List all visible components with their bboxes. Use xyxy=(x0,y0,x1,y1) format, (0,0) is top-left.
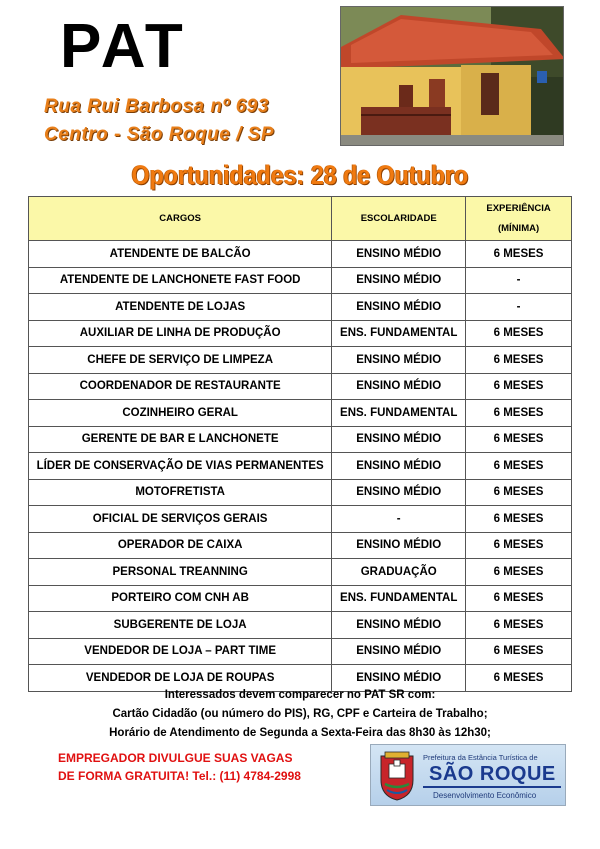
job-title-cell: VENDEDOR DE LOJA DE ROUPAS xyxy=(29,665,332,692)
job-title-cell: ATENDENTE DE BALCÃO xyxy=(29,241,332,268)
table-row xyxy=(29,532,572,559)
table-row xyxy=(29,400,572,427)
job-title-cell: VENDEDOR DE LOJA – PART TIME xyxy=(29,638,332,665)
job-title-cell: PERSONAL TREANNING xyxy=(29,559,332,586)
education-cell: ENSINO MÉDIO xyxy=(332,638,466,665)
building-photo xyxy=(340,6,564,146)
experience-cell: 6 MESES xyxy=(466,400,572,427)
table-header-row xyxy=(29,197,572,241)
logo-divider xyxy=(423,786,561,788)
experience-cell: 6 MESES xyxy=(466,347,572,374)
header-experiencia-line2: (MÍNIMA) xyxy=(497,222,540,234)
table-row xyxy=(29,347,572,374)
experience-cell: 6 MESES xyxy=(466,638,572,665)
education-cell: ENSINO MÉDIO xyxy=(332,453,466,480)
education-cell: ENSINO MÉDIO xyxy=(332,373,466,400)
experience-cell: - xyxy=(466,267,572,294)
footer-documents: Cartão Cidadão (ou número do PIS), RG, CPF e Carteira de Trabalho; xyxy=(112,708,488,720)
job-title-cell: ATENDENTE DE LANCHONETE FAST FOOD xyxy=(29,267,332,294)
experience-cell: 6 MESES xyxy=(466,320,572,347)
footer-hours: Horário de Atendimento de Segunda a Sexta-Feira das 8h30 às 12h30; xyxy=(109,727,491,739)
table-row xyxy=(29,479,572,506)
pat-title: PAT xyxy=(60,12,187,81)
experience-cell: - xyxy=(466,294,572,321)
job-title-cell: OFICIAL DE SERVIÇOS GERAIS xyxy=(29,506,332,533)
employer-notice-line1: EMPREGADOR DIVULGUE SUAS VAGAS xyxy=(58,751,293,765)
address-city: Centro - São Roque / SP xyxy=(44,124,275,145)
education-cell: ENS. FUNDAMENTAL xyxy=(332,585,466,612)
table-row xyxy=(29,320,572,347)
city-coat-of-arms-icon xyxy=(377,750,417,802)
experience-cell: 6 MESES xyxy=(466,665,572,692)
footer-instructions: Interessados devem comparecer no PAT SR com: xyxy=(164,689,436,701)
job-title-cell: MOTOFRETISTA xyxy=(29,479,332,506)
table-row xyxy=(29,506,572,533)
logo-city: SÃO ROQUE xyxy=(429,763,556,785)
experience-cell: 6 MESES xyxy=(466,453,572,480)
opportunities-title: Oportunidades: 28 de Outubro xyxy=(131,160,469,190)
job-title-cell: ATENDENTE DE LOJAS xyxy=(29,294,332,321)
experience-cell: 6 MESES xyxy=(466,612,572,639)
experience-cell: 6 MESES xyxy=(466,585,572,612)
logo-prefeitura: Prefeitura da Estância Turística de xyxy=(423,753,538,762)
header-experiencia xyxy=(466,197,572,241)
experience-cell: 6 MESES xyxy=(466,559,572,586)
education-cell: ENSINO MÉDIO xyxy=(332,426,466,453)
experience-cell: 6 MESES xyxy=(466,532,572,559)
education-cell: ENS. FUNDAMENTAL xyxy=(332,320,466,347)
education-cell: GRADUAÇÃO xyxy=(332,559,466,586)
logo-department: Desenvolvimento Econômico xyxy=(433,791,537,800)
job-title-cell: COZINHEIRO GERAL xyxy=(29,400,332,427)
sao-roque-logo xyxy=(370,744,566,806)
education-cell: ENSINO MÉDIO xyxy=(332,347,466,374)
header-escolaridade: ESCOLARIDADE xyxy=(332,197,466,241)
education-cell: ENSINO MÉDIO xyxy=(332,267,466,294)
header-experiencia-line1: EXPERIÊNCIA xyxy=(486,202,551,214)
job-title-cell: SUBGERENTE DE LOJA xyxy=(29,612,332,639)
experience-cell: 6 MESES xyxy=(466,373,572,400)
table-row xyxy=(29,612,572,639)
job-title-cell: LÍDER DE CONSERVAÇÃO DE VIAS PERMANENTES xyxy=(29,453,332,480)
employer-notice-line2: DE FORMA GRATUITA! Tel.: (11) 4784-2998 xyxy=(58,769,301,783)
table-row xyxy=(29,453,572,480)
table-row xyxy=(29,373,572,400)
table-row xyxy=(29,585,572,612)
education-cell: ENSINO MÉDIO xyxy=(332,612,466,639)
education-cell: ENSINO MÉDIO xyxy=(332,294,466,321)
table-row xyxy=(29,267,572,294)
header-cargos: CARGOS xyxy=(29,197,332,241)
jobs-table xyxy=(28,196,572,692)
education-cell: ENSINO MÉDIO xyxy=(332,241,466,268)
job-title-cell: CHEFE DE SERVIÇO DE LIMPEZA xyxy=(29,347,332,374)
job-title-cell: GERENTE DE BAR E LANCHONETE xyxy=(29,426,332,453)
table-row xyxy=(29,294,572,321)
education-cell: ENSINO MÉDIO xyxy=(332,665,466,692)
table-row xyxy=(29,559,572,586)
table-row xyxy=(29,638,572,665)
experience-cell: 6 MESES xyxy=(466,241,572,268)
experience-cell: 6 MESES xyxy=(466,479,572,506)
job-title-cell: OPERADOR DE CAIXA xyxy=(29,532,332,559)
education-cell: ENS. FUNDAMENTAL xyxy=(332,400,466,427)
experience-cell: 6 MESES xyxy=(466,426,572,453)
job-title-cell: PORTEIRO COM CNH AB xyxy=(29,585,332,612)
table-row xyxy=(29,665,572,692)
education-cell: ENSINO MÉDIO xyxy=(332,532,466,559)
table-row xyxy=(29,241,572,268)
experience-cell: 6 MESES xyxy=(466,506,572,533)
job-title-cell: COORDENADOR DE RESTAURANTE xyxy=(29,373,332,400)
address-street: Rua Rui Barbosa nº 693 xyxy=(44,96,269,117)
education-cell: ENSINO MÉDIO xyxy=(332,479,466,506)
education-cell: - xyxy=(332,506,466,533)
job-title-cell: AUXILIAR DE LINHA DE PRODUÇÃO xyxy=(29,320,332,347)
table-row xyxy=(29,426,572,453)
